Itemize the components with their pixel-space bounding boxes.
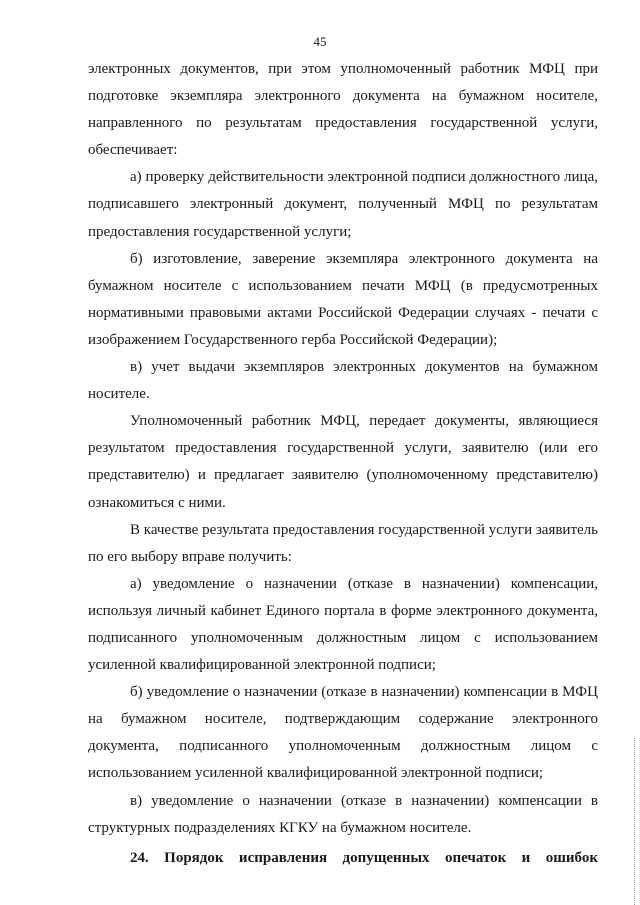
document-body [88, 56, 598, 872]
section-heading: 24. Порядок исправления допущенных опечаток и ошибок [130, 849, 598, 866]
paragraph-item-a-verify-signature: а) проверку действительности электронной подписи должностного лица, подписавшего электронный документ, полученный МФЦ по результатам предоставления государственной услуги; [88, 169, 598, 240]
paragraph-item-b-certify-copy: б) изготовление, заверение экземпляра электронного документа на бумажном носителе с использованием печати МФЦ (в предусмотренных нормативными правовыми актами Российской Федерации случаях - печати с изображением Государственного герба Российской Федерации); [88, 250, 598, 348]
paragraph-option-a-portal: а) уведомление о назначении (отказе в назначении) компенсации, используя личный кабинет Единого портала в форме электронного документа, подписанного уполномоченным должностным лицом с использованием усиленной квалифицированной электронной подписи; [88, 575, 598, 674]
paragraph-option-b-mfc: б) уведомление о назначении (отказе в назначении) компенсации в МФЦ на бумажном носителе, подтверждающим содержание электронного документа, подписанного уполномоченным должностным лицом с использованием усиленной квалифицированной электронной подписи; [88, 684, 598, 782]
paragraph-continuation: электронных документов, при этом уполномоченный работник МФЦ при подготовке экземпляра электронного документа на бумажном носителе, направленного по результатам предоставления государственной услуги, обеспечивает: [88, 61, 598, 159]
scan-edge-mark [634, 738, 636, 905]
page-number: 45 [313, 34, 327, 49]
paragraph-item-c-record-issuance: в) учет выдачи экземпляров электронных документов на бумажном носителе. [88, 359, 598, 403]
paragraph-option-c-kgku: в) уведомление о назначении (отказе в назначении) компенсации в структурных подразделениях КГКУ на бумажном носителе. [88, 792, 598, 836]
paragraph-transfer-documents: Уполномоченный работник МФЦ, передает документы, являющиеся результатом предоставления государственной услуги, заявителю (или его представителю) и предлагает заявителю (уполномоченному представителю) ознакомиться с ними. [88, 413, 598, 511]
paragraph-result-options-intro: В качестве результата предоставления государственной услуги заявитель по его выбору вправе получить: [88, 521, 598, 565]
